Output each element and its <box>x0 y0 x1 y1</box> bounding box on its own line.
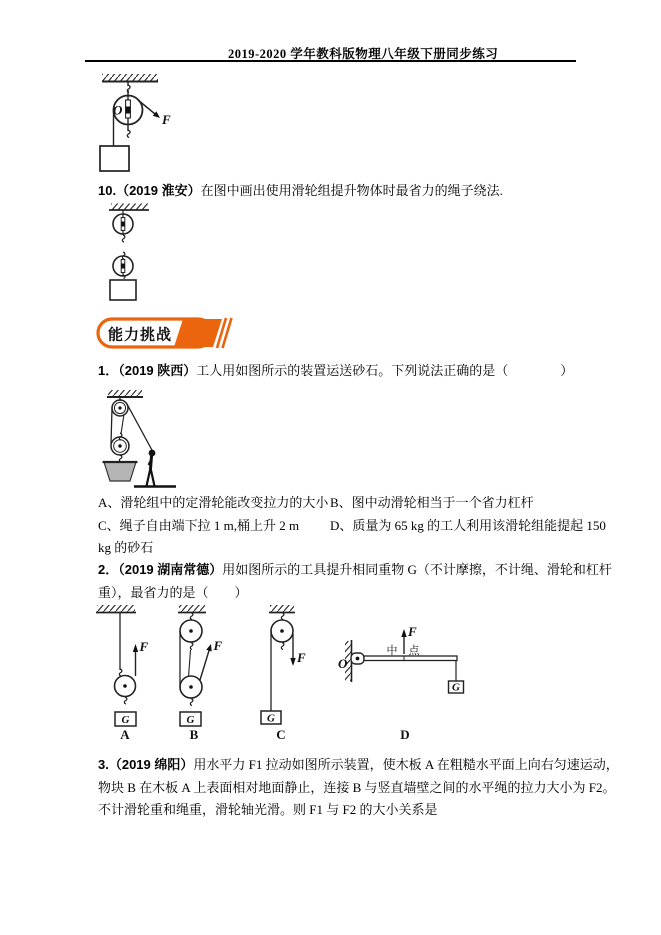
pivot <box>351 653 364 664</box>
fixed-pulley <box>113 210 133 242</box>
movable-pulley <box>180 676 202 698</box>
hook-icon <box>190 613 193 620</box>
force-arrow <box>290 634 295 666</box>
force-f-label: F <box>162 112 171 127</box>
question-1-text: 工人用如图所示的装置运送砂石。下列说法正确的是（ ） <box>196 363 574 378</box>
hook-icon <box>281 643 284 650</box>
subfigure-c-label: C <box>276 727 286 742</box>
option-d-continuation: kg 的砂石 <box>98 540 154 555</box>
pivot-o-label: O <box>113 102 123 118</box>
weight-g-label: G <box>121 713 130 726</box>
subfigure-a-label: A <box>120 727 130 742</box>
question-3-line1 <box>98 756 619 773</box>
hook-icon <box>123 275 125 279</box>
worker-silhouette <box>147 450 156 486</box>
banner-label: 能力挑战 <box>108 326 173 344</box>
ceiling-hatch <box>107 390 143 397</box>
force-arrow <box>401 629 406 654</box>
section-banner <box>95 311 235 353</box>
question-10-text: 在图中画出使用滑轮组提升物体时最省力的绳子绕法. <box>200 183 503 198</box>
fixed-pulley <box>180 620 202 642</box>
hook-icon <box>281 613 284 620</box>
rope <box>121 414 124 434</box>
hook-icon <box>122 235 125 242</box>
fixed-pulley <box>271 620 293 642</box>
figure-q2-options <box>92 604 572 746</box>
hook-icon <box>190 643 193 650</box>
question-10 <box>98 182 503 199</box>
subfigure-d <box>338 624 464 742</box>
pivot-o-label: O <box>338 656 348 671</box>
pull-rope <box>127 404 153 452</box>
question-2-line1 <box>98 561 612 578</box>
question-2-line2: 重），最省力的是（ ） <box>98 585 248 600</box>
subfigure-c <box>261 605 306 742</box>
question-3-line3: 不计滑轮重和绳重，滑轮轴光滑。则 F1 与 F2 的大小关系是 <box>98 802 438 817</box>
subfigure-b-label: B <box>189 727 199 742</box>
figure-q10-pulley-system <box>100 203 170 308</box>
ceiling-hatch <box>102 74 158 82</box>
midpoint-label-right: 点 <box>408 645 420 657</box>
hook-icon <box>190 699 193 706</box>
question-2-text: 用如图所示的工具提升相同重物 G（不计摩擦，不计绳、滑轮和杠杆 <box>222 562 612 577</box>
figure-q1-worker-pulley <box>96 388 211 493</box>
subfigure-b <box>178 605 223 742</box>
question-10-number: 10.（2019 淮安） <box>98 183 201 198</box>
ceiling-hatch <box>109 204 149 211</box>
force-f-label: F <box>408 624 417 639</box>
header-rule <box>85 60 576 62</box>
weight-box <box>110 280 136 300</box>
movable-pulley <box>113 252 133 279</box>
movable-pulley <box>115 676 136 697</box>
subfigure-a <box>96 605 149 742</box>
figure-fixed-pulley-previous <box>94 70 206 178</box>
force-f-label: F <box>297 650 306 665</box>
weight-g-label: G <box>186 713 195 726</box>
movable-pulley <box>111 437 129 455</box>
force-f-label: F <box>139 639 149 654</box>
question-3-text: 用水平力 F1 拉动如图所示装置，使木板 A 在粗糙水平面上向右匀速运动， <box>193 757 619 772</box>
fixed-pulley <box>112 400 128 416</box>
hook-icon <box>124 697 127 704</box>
sand-bucket <box>103 462 138 481</box>
option-c: C、绳子自由端下拉 1 m,桶上升 2 m <box>98 518 300 533</box>
question-3-number: 3.（2019 绵阳） <box>98 757 194 772</box>
hook-icon <box>127 130 130 138</box>
force-f-label: F <box>213 638 223 653</box>
option-d: D、质量为 65 kg 的工人利用该滑轮组能提起 150 <box>330 518 606 533</box>
question-1-number: 1．（2019 陕西） <box>98 363 197 378</box>
weight-g-label: G <box>267 712 275 725</box>
option-b: B、图中动滑轮相当于一个省力杠杆 <box>330 495 534 510</box>
option-a: A、滑轮组中的定滑轮能改变拉力的大小 <box>98 495 329 510</box>
weight-box <box>100 146 129 171</box>
rope <box>189 650 191 677</box>
midpoint-label-left: 中 <box>386 645 398 657</box>
force-arrow <box>200 644 212 680</box>
force-arrow <box>133 644 138 676</box>
hook-icon <box>119 669 122 676</box>
question-3-line2: 物块 B 在木板 A 上表面相对地面静止，连接 B 与竖直墙壁之间的水平绳的拉力大小为 F2。 <box>98 780 616 795</box>
question-1 <box>98 362 573 379</box>
subfigure-d-label: D <box>400 727 410 742</box>
weight-g-label: G <box>452 681 460 694</box>
page-title: 2019-2020 学年教科版物理八年级下册同步练习 <box>228 47 499 61</box>
rope <box>111 408 112 444</box>
question-2-number: 2．（2019 湖南常德） <box>98 562 223 577</box>
